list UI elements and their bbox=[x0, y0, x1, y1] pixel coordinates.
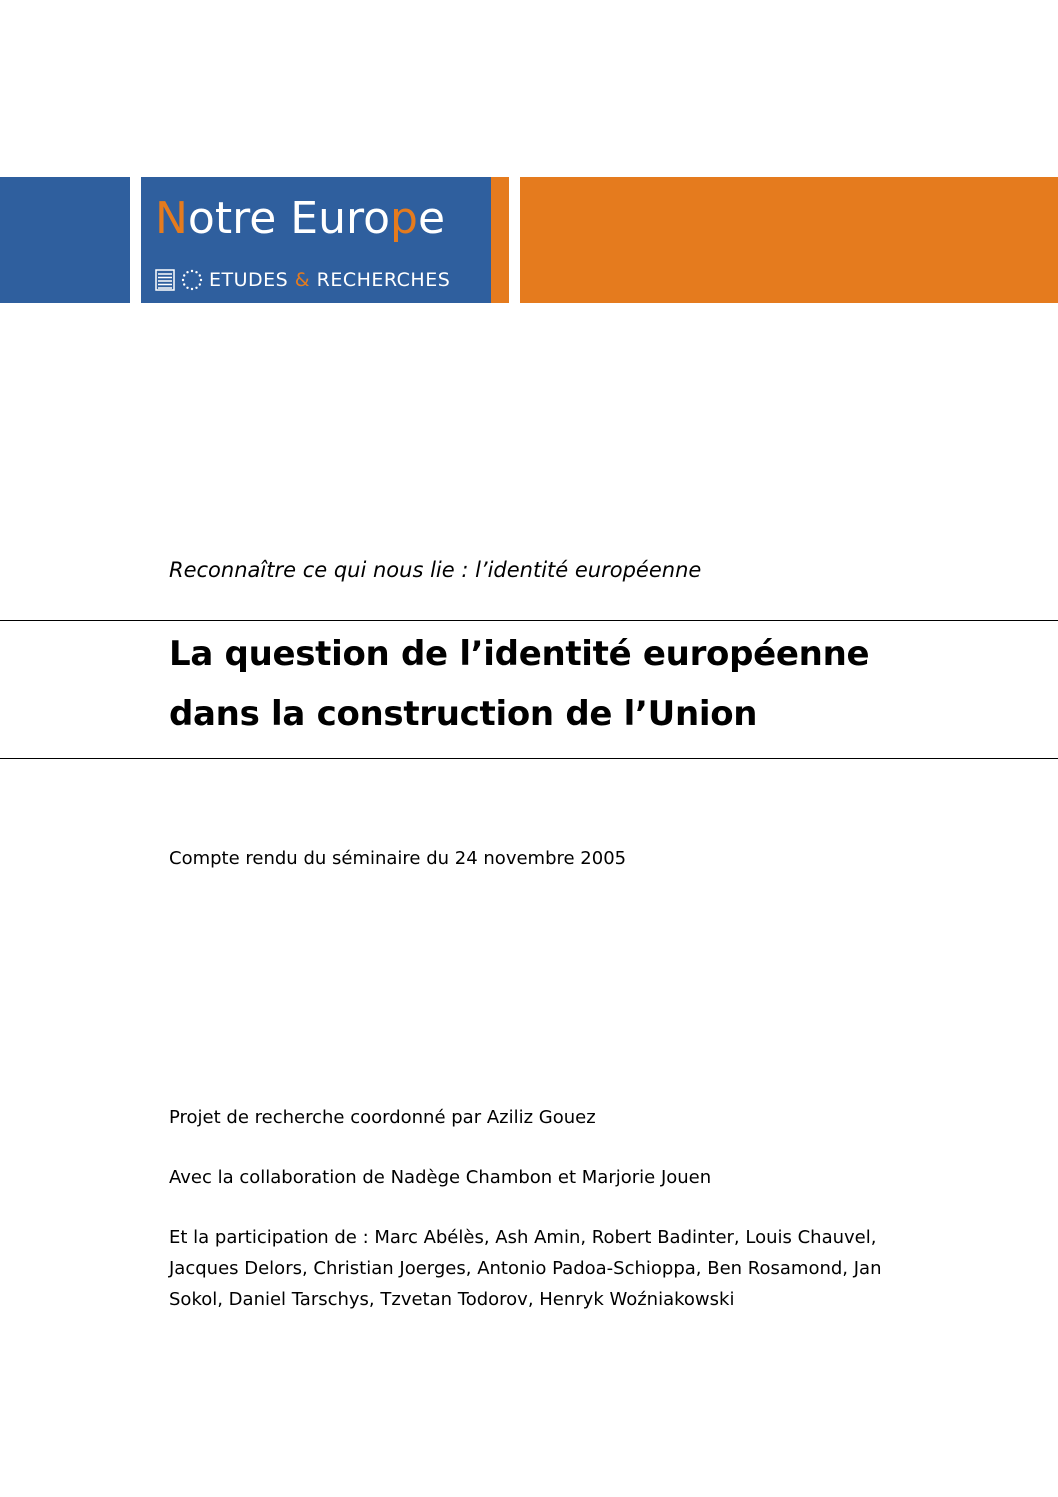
header-band-right bbox=[520, 177, 1058, 303]
document-title-line-2: dans la construction de l’Union bbox=[169, 694, 758, 734]
brand-subtitle-text: ETUDES & RECHERCHES bbox=[209, 269, 451, 291]
header-band-stripe bbox=[491, 177, 509, 303]
brand-logo bbox=[141, 177, 491, 303]
document-lines-icon bbox=[155, 269, 175, 291]
participation-line-1: Et la participation de : Marc Abélès, Ash Amin, Robert Badinter, Louis Chauvel, bbox=[169, 1227, 877, 1248]
document-title-line-1: La question de l’identité européenne bbox=[169, 634, 870, 674]
participation-line-3: Sokol, Daniel Tarschys, Tzvetan Todorov, Henryk Woźniakowski bbox=[169, 1289, 735, 1310]
eu-stars-icon bbox=[181, 269, 203, 291]
participation-credit bbox=[169, 1222, 949, 1315]
title-rule-top bbox=[0, 620, 1058, 621]
collaboration-credit: Avec la collaboration de Nadège Chambon et Marjorie Jouen bbox=[169, 1167, 712, 1188]
brand-name: Notre Europe bbox=[155, 193, 446, 244]
brand-subtitle bbox=[155, 268, 450, 292]
participation-line-2: Jacques Delors, Christian Joerges, Antonio Padoa-Schioppa, Ben Rosamond, Jan bbox=[169, 1258, 882, 1279]
header-band-left bbox=[0, 177, 130, 303]
document-title bbox=[169, 624, 869, 744]
series-title: Reconnaître ce qui nous lie : l’identité européenne bbox=[169, 558, 702, 582]
coordination-credit: Projet de recherche coordonné par Aziliz Gouez bbox=[169, 1107, 596, 1128]
report-subtitle: Compte rendu du séminaire du 24 novembre 2005 bbox=[169, 848, 627, 869]
title-rule-bottom bbox=[0, 758, 1058, 759]
